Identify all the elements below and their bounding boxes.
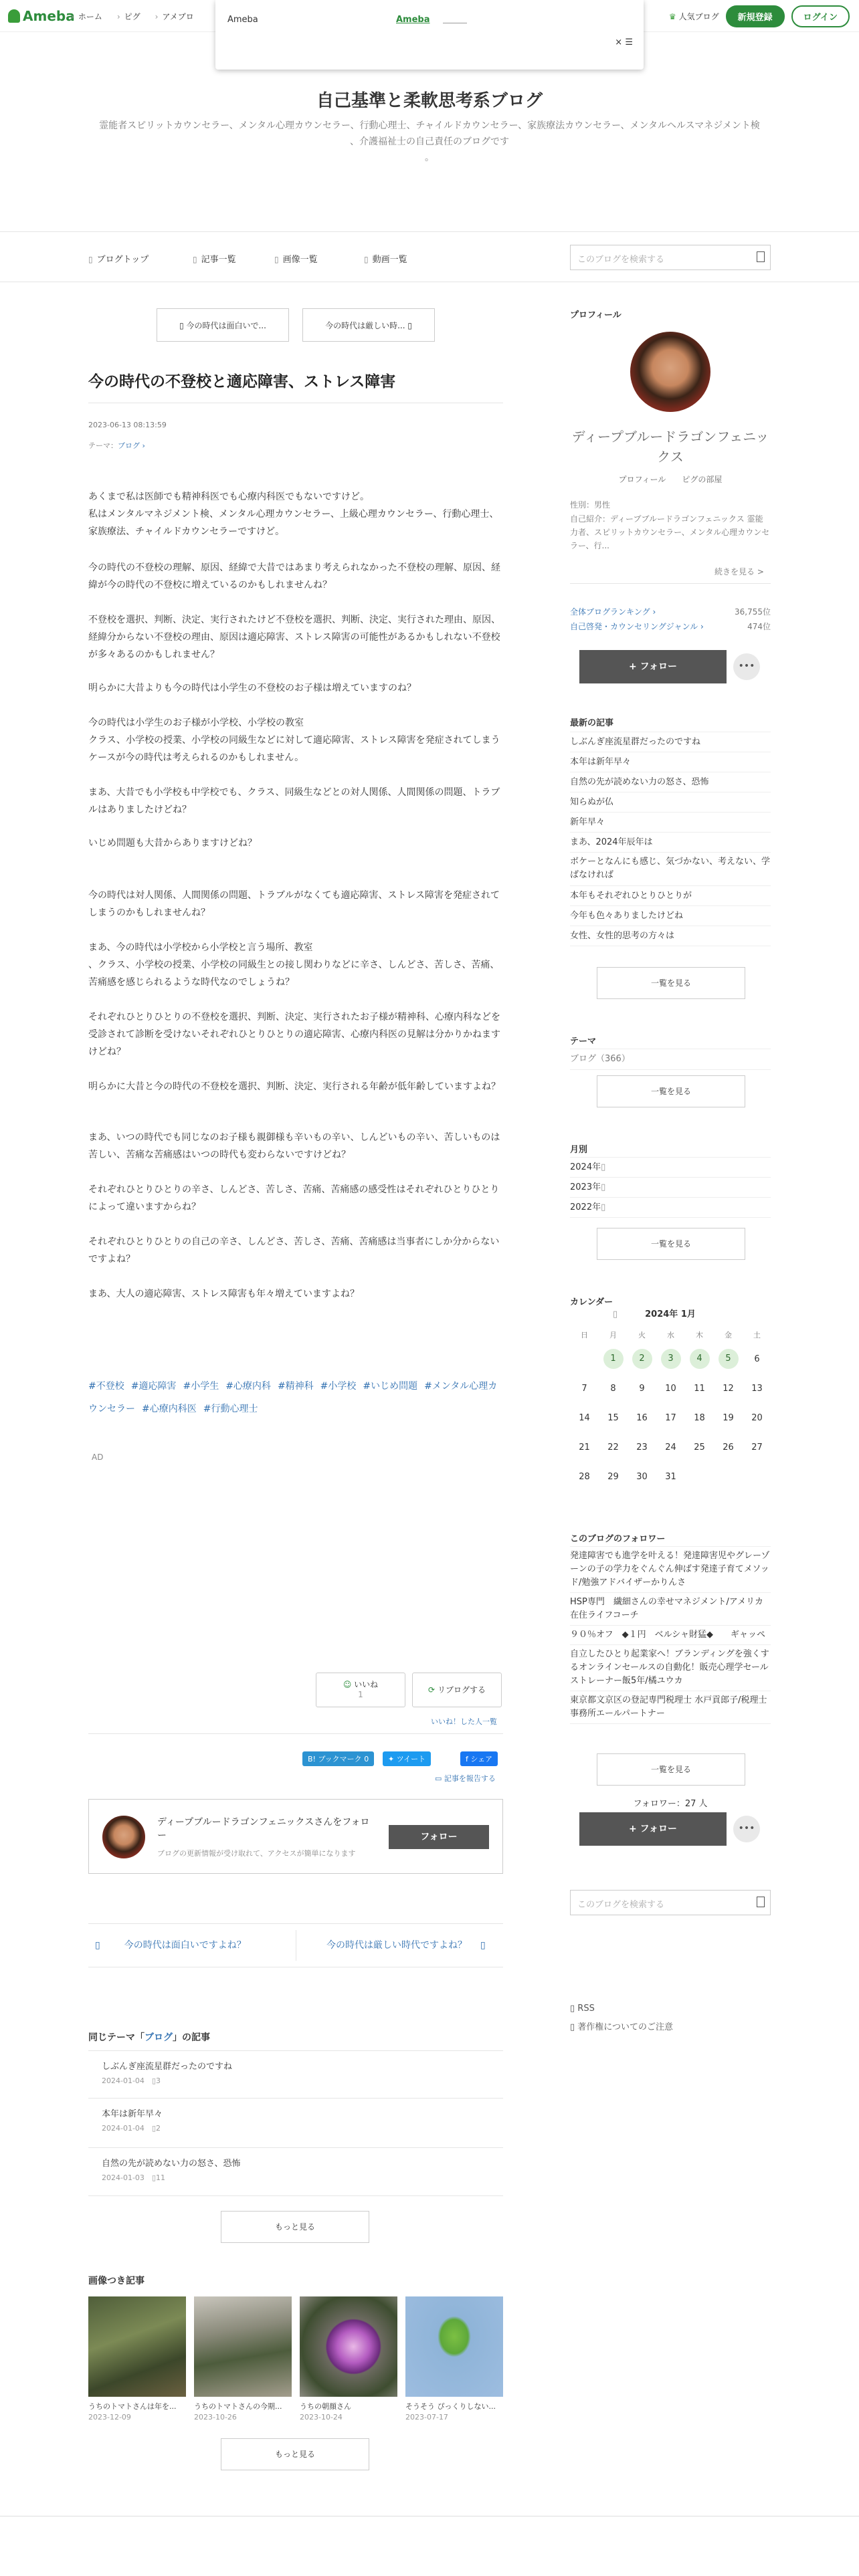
calendar-day: 6 [754,1354,760,1364]
weekday: 金 [725,1331,732,1339]
copyright-label: 著作権についてのご注意 [577,2022,674,2032]
related-theme-link[interactable]: ブログ [145,2032,173,2043]
follower-item[interactable]: ９０％オフ ◆１円 ベルシャ財猛◆ ギャッペ [570,1626,771,1645]
recent-item[interactable]: 新年早々 [570,813,771,833]
ameba-popup [215,0,644,70]
related-count: 2 [156,2124,161,2133]
blog-title[interactable]: 自己基準と柔軟思考系ブログ [316,91,543,111]
document-icon: ▯ [570,2022,578,2032]
calendar-day: 27 [751,1442,763,1453]
follower-item[interactable]: HSP専門 繊細さんの幸せマネジメント/アメリカ在住ライフコーチ [570,1593,771,1626]
comment-icon: ▯ [151,2124,156,2133]
smile-icon: ☺ [343,1680,352,1689]
calendar-day: 8 [610,1383,616,1394]
thumb-date: 2023-10-26 [194,2413,237,2422]
thumb-parrot[interactable] [405,2296,503,2397]
weekday: 土 [753,1331,761,1339]
day-number: 5 [719,1349,739,1369]
calendar [570,1325,771,1491]
reblog-label: リブログする [437,1685,486,1695]
gnav-pigg[interactable]: › ピグ [117,12,140,21]
calendar-day: 21 [579,1442,590,1453]
calendar-day: 19 [723,1412,734,1423]
theme-label: テーマ： [88,441,118,450]
followers-list [570,1546,771,1724]
thumb-title[interactable]: うちのトマトさんは年を... [88,2402,177,2411]
hashtag[interactable]: #心療内科 [225,1381,271,1392]
calendar-week [570,1403,771,1432]
recent-item[interactable]: 女性、女性的思考の方々は [570,926,771,946]
paragraph [88,714,503,766]
calendar-week [570,1374,771,1403]
recent-item[interactable]: 知らぬが仏 [570,792,771,813]
text: まあ、今の時代は小学校から小学校と言う場所、教室 [88,942,313,953]
text: 今の時代は小学生のお子様が小学校、小学校の教室 [88,718,304,728]
calendar-day: 23 [636,1442,648,1453]
hatena-label: B! ブックマーク [308,1755,362,1763]
chevron-right-icon: › [698,622,704,631]
calendar-day: 14 [579,1412,590,1423]
calendar-day: 12 [723,1383,734,1394]
followers-more-button[interactable]: 一覧を見る [597,1753,745,1786]
related-heading [88,2030,210,2044]
like-users-link[interactable]: いいね！した人一覧 [431,1717,497,1726]
next-article-label: 今の時代は厳しい時... [325,321,405,330]
bottom-prev-button[interactable] [95,1938,246,1951]
ameba-leaf-icon [8,9,20,23]
month-label: 2024年 [570,1162,601,1172]
hatena-bookmark-button[interactable] [302,1751,374,1766]
calendar-day[interactable] [714,1344,743,1374]
calendar-day: 25 [694,1442,705,1453]
ranking-all [570,606,771,617]
calendar-day[interactable] [599,1344,628,1374]
related-heading-prefix: 同じテーマ「 [88,2032,145,2043]
follow-card-sub: ブログの更新情報が受け取れて、アクセスが簡単になります [157,1849,356,1858]
month-item[interactable] [570,1178,771,1198]
register-button[interactable]: 新規登録 [726,5,785,27]
like-count: 1 [358,1690,363,1699]
popular-blogs-link[interactable]: ♛ 人気ブログ [669,11,719,22]
related-meta [102,2123,161,2133]
paragraph: 今の時代は対人関係、人間関係の問題、トラブルがなくても適応障害、ストレス障害を発症されてしまうのかもしれませんね？ [88,890,500,918]
hashtag-list [88,1375,503,1420]
popup-close-icon[interactable] [615,37,633,47]
related-item[interactable] [88,2099,503,2148]
search-placeholder: このブログを検索する [577,255,665,265]
more-options-icon[interactable]: ••• [733,653,760,680]
rss-link[interactable] [570,2004,595,2014]
nav-image-list[interactable]: ▯ 画像一覧 [274,252,318,265]
ameba-logo[interactable] [8,8,75,24]
paragraph: 明らかに大昔と今の時代の不登校を選択、判断、決定、実行される年齢が低年齢していますよね？ [88,1081,500,1092]
report-link[interactable] [435,1773,496,1784]
nav-video-list[interactable]: ▯ 動画一覧 [364,252,407,265]
paragraph: 不登校を選択、判断、決定、実行されたけど不登校を選択、判断、決定、実行された理由、原因、経緯分からない不登校の理由、原因は適応障害、ストレス障害の可能性があるかもしれない不登校が多々あるのかもしれません？ [88,615,500,660]
month-item[interactable] [570,1198,771,1218]
thumb-tomato-2[interactable] [194,2296,292,2397]
thumb-date: 2023-10-24 [300,2413,343,2422]
avatar[interactable] [101,1814,147,1860]
related-item[interactable] [88,2148,503,2196]
paragraph [88,939,503,991]
day-number: 4 [690,1349,710,1369]
monthly-heading: 月別 [570,1145,588,1155]
related-meta [102,2075,161,2086]
calendar-week [570,1344,771,1374]
theme-heading: テーマ [570,1037,597,1047]
images-more-button[interactable]: もっと見る [221,2438,369,2470]
copyright-link[interactable] [570,2020,673,2032]
related-heading-suffix: 」の記事 [173,2032,210,2043]
weekday: 火 [638,1331,646,1339]
facebook-icon: f [466,1755,468,1763]
text: 、クラス、小学校の授業、小学校の同級生との接し関わりなどに辛さ、しんどさ、苦しさ、苦痛、苦痛感を感じられるような時代なのでしょうね？ [88,960,500,988]
calendar-day: 16 [636,1412,648,1423]
sidebar-follow-button[interactable]: + フォロー [579,650,727,683]
related-item[interactable] [88,2050,503,2099]
follow-card-title: ディープブルードラゴンフェニックスさんをフォロー [157,1817,370,1841]
recent-item[interactable]: 本年もそれぞれひとりひとりが [570,886,771,906]
calendar-day: 18 [694,1412,705,1423]
divider [88,1733,503,1734]
chevron-left-icon: ▯ [95,1940,100,1951]
profile-gender: 性別：男性 [570,500,611,510]
hashtag[interactable]: #精神科 [277,1381,314,1392]
related-count: 11 [156,2173,165,2182]
reblog-button[interactable] [412,1673,502,1707]
related-date: 2024-01-04 [102,2124,145,2133]
tweet-label: ツイート [396,1755,426,1763]
expand-icon: ▯ [601,1202,606,1212]
hashtag[interactable]: #いじめ問題 [363,1381,418,1392]
ranking-all-value: 36,755位 [735,607,771,617]
calendar-day: 31 [665,1471,676,1482]
recent-item[interactable]: 今年も色々ありましたけどね [570,906,771,926]
related-title: 本年は新年早々 [102,2109,163,2119]
thumb-title[interactable]: そうそう ぴっくりしない... [405,2402,496,2411]
logo-text: Ameba [23,8,75,24]
blog-description-line3: 。 [425,152,434,163]
profile-intro: 自己紹介：ディープブルードラゴンフェニックス 霊能力者、スピリットカウンセラー、メンタル心理カウンセラー、行... [570,514,770,550]
like-label: いいね [354,1680,379,1689]
article-theme [88,440,145,451]
calendar-day: 29 [607,1471,619,1482]
search-icon[interactable] [757,251,765,262]
expand-icon: ▯ [601,1182,606,1192]
blog-search-input[interactable] [570,245,771,270]
speech-icon: ▭ [435,1774,442,1783]
calendar-day [685,1462,714,1491]
prev-article-label: 今の時代は面白いで... [186,321,266,330]
ranking-genre [570,621,771,632]
month-label: 2023年 [570,1182,601,1192]
ranking-genre-link[interactable]: 自己啓発・カウンセリングジャンル [570,622,698,631]
bottom-next-label: 今の時代は厳しい時代ですよね？ [326,1940,467,1951]
search-placeholder: このブログを検索する [577,1900,665,1910]
rss-label: RSS [577,2004,595,2014]
comment-icon: ▯ [151,2076,156,2085]
recent-item[interactable]: 自然の先が読めない力の怒さ、恐怖 [570,772,771,792]
hashtag[interactable]: #小学生 [183,1381,219,1392]
paragraph: それぞれひとりひとりの不登校を選択、判断、決定、実行されたお子様が精神科、心療内科などを受診されて診断を受けないそれぞれひとりひとりの適応障害、心療内科医の見解は分かりかねますけどね？ [88,1012,500,1057]
report-label: 記事を報告する [444,1774,496,1783]
gnav-home[interactable]: › ホーム [71,12,102,21]
calendar-day: 9 [639,1383,645,1394]
day-number: 3 [661,1349,681,1369]
like-button[interactable] [316,1673,405,1707]
profile-heading: プロフィール [570,310,622,320]
text: 私はメンタルマネジメント検、メンタル心理カウンセラー、上級心理カウンセラー、行動心理士、家族療法、チャイルドカウンセラーですけど。 [88,509,499,537]
related-date: 2024-01-04 [102,2076,145,2085]
chevron-left-icon: ▯ [179,321,187,330]
paragraph: 明らかに大昔よりも今の時代は小学生の不登校のお子様は増えていますのね？ [88,683,416,693]
calendar-day: 26 [723,1442,734,1453]
paragraph: それぞれひとりひとりの辛さ、しんどさ、苦しさ、苦痛、苦痛感の感受性はそれぞれひとりひとりによって違いますからね？ [88,1184,500,1212]
hashtag[interactable]: #心療内科医 [142,1404,197,1414]
paragraph [88,488,503,540]
hashtag[interactable]: #行動心理士 [203,1404,258,1414]
day-number: 2 [632,1349,652,1369]
calendar-day: 22 [607,1442,619,1453]
related-count: 3 [156,2076,161,2085]
theme-item[interactable]: ブログ（366） [570,1049,771,1070]
pigg-link[interactable]: ピグの部屋 [682,475,723,484]
close-glyph: × [615,37,623,47]
bottom-prev-label: 今の時代は面白いですよね？ [124,1940,246,1951]
theme-link[interactable]: ブログ [118,441,140,450]
related-more-button[interactable]: もっと見る [221,2211,369,2243]
divider [570,583,771,584]
blog-description-line2: 、介護福祉士の自己責任のブログです [350,136,509,147]
related-title: 自然の先が読めない力の怒さ、恐怖 [102,2159,241,2169]
related-date: 2024-01-03 [102,2173,145,2182]
profile-name[interactable]: ディープブルードラゴンフェニックス [571,429,769,465]
follow-card [88,1799,503,1874]
related-title: しぶんぎ座流星群だったのですね [102,2062,233,2072]
blog-description-line1: 霊能者スピリットカウンセラー、メンタル心理カウンセラー、行動心理士、チャイルドカウンセラー、家族療法カウンセラー、メンタルヘルスマネジメント検 [99,120,760,131]
images-heading: 画像つき記事 [88,2276,145,2286]
calendar-day[interactable] [685,1344,714,1374]
more-options-icon[interactable]: ••• [733,1816,760,1842]
month-label: 2022年 [570,1202,601,1212]
ad-label: AD [92,1453,104,1462]
ranking-genre-value: 474位 [747,622,771,631]
global-nav [71,11,209,22]
article-date: 2023-06-13 08:13:59 [88,421,167,429]
calendar-week [570,1432,771,1462]
paragraph: それぞれひとりひとりの自己の辛さ、しんどさ、苦しさ、苦痛、苦痛感は当事者にしか分からないですよね？ [88,1237,500,1265]
paragraph: まあ、大昔でも小学校も中学校でも、クラス、同級生などとの対人関係、人間関係の問題、トラブルはありましたけどね？ [88,787,500,815]
hashtag[interactable]: #適応障害 [130,1381,177,1392]
related-meta [102,2172,165,2183]
calendar-day: 24 [665,1442,676,1453]
recent-item[interactable]: ボケーとなんにも感じ、気づかない、考えない、学ばなければ [570,853,771,886]
calendar-day: 17 [665,1412,676,1423]
nav-blog-top[interactable]: ▯ ブログトップ [88,252,149,265]
chevron-right-icon: › [650,607,656,617]
thumb-title[interactable]: うちのトマトさんの今期... [194,2402,282,2411]
calendar-heading: カレンダー [570,1297,613,1307]
weekday: 日 [581,1331,588,1339]
comment-icon: ▯ [151,2173,156,2182]
follow-card-button[interactable]: フォロー [389,1825,489,1849]
thumb-morning-glory[interactable] [300,2296,397,2397]
calendar-day: 7 [581,1383,587,1394]
calendar-week [570,1462,771,1491]
rss-icon: ▯ [570,2004,578,2014]
profile-link[interactable]: プロフィール [618,475,666,484]
thumb-tomato-1[interactable] [88,2296,186,2397]
popup-logo: Ameba [227,15,258,25]
chevron-right-icon: ▯ [480,1940,486,1951]
follower-item[interactable]: 東京都文京区の登記専門税理士 水戸貢郎子/税理士事務所エールパートナー [570,1691,771,1724]
next-article-button[interactable] [302,308,435,342]
monthly-more-button[interactable]: 一覧を見る [597,1228,745,1260]
follower-item[interactable]: 発達障害でも進学を叶える！発達障害児やグレーゾーンの子の学力をぐんぐん伸ばす発達子育てメソッド/勉強アドバイザーかりんさ [570,1547,771,1593]
reblog-icon: ⟳ [428,1685,436,1695]
bottom-next-button[interactable] [326,1938,486,1951]
calendar-day [570,1344,599,1374]
follower-item[interactable]: 自立したひとり起業家へ！ブランディングを強くするオンラインセールスの自動化！販売心理学セールストレーナー飯5年/橘ユウカ [570,1645,771,1691]
footer [0,2516,859,2576]
calendar-month [570,1308,771,1321]
hashtag[interactable]: #不登校 [88,1381,124,1392]
blog-description [54,118,805,166]
hashtag[interactable]: #小学校 [320,1381,357,1392]
recent-item[interactable]: 本年は新年早々 [570,752,771,772]
facebook-label: シェア [470,1755,493,1763]
expand-icon: ▯ [601,1162,606,1172]
text: クラス、小学校の授業、小学校の同級生などに対して適応障害、ストレス障害を発症されてしまうケースが今の時代は考えられるのかもしれません。 [88,735,500,763]
login-button[interactable]: ログイン [791,5,850,27]
hatena-count: 0 [364,1755,369,1763]
chevron-right-icon: › [140,441,145,450]
paragraph: 今の時代の不登校の理解、原因、経緯で大昔ではあまり考えられなかった不登校の理解、原因、経緯が今の時代の不登校に増えているのかもしれませんね？ [88,562,500,591]
weekday: 水 [667,1331,674,1339]
header-actions [669,5,850,27]
calendar-day[interactable] [628,1344,656,1374]
prev-article-button[interactable] [157,308,289,342]
weekday: 月 [609,1331,617,1339]
calendar-weekdays [570,1325,771,1344]
paragraph: まあ、いつの時代でも同じなのお子様も親御様も辛いもの辛い、しんどいもの辛い、苦しいものは苦しい、苦痛な苦痛感はいつの時代も変わらないですけどね？ [88,1132,500,1160]
calendar-day: 15 [607,1412,619,1423]
followers-heading: このブログのフォロワー [570,1534,666,1544]
gnav-ameblo[interactable]: › アメブロ [155,12,194,21]
search-icon[interactable] [757,1897,765,1907]
thumb-date: 2023-12-09 [88,2413,131,2422]
sidebar-follow-button-2[interactable]: + フォロー [579,1812,727,1846]
article-title: 今の時代の不登校と適応障害、ストレス障害 [88,373,396,391]
hashtag[interactable]: #メンタル心理カウンセラー [88,1381,498,1414]
read-more-link[interactable]: 続きを見る > [714,567,764,576]
calendar-day: 13 [751,1383,763,1394]
calendar-day: 11 [694,1383,705,1394]
follower-count: フォロワー：27 人 [633,1799,708,1809]
paragraph: まあ、大人の適応障害、ストレス障害も年々増えていますよね？ [88,1289,360,1299]
ranking-all-link[interactable]: 全体ブログランキング [570,607,650,617]
calendar-prev-icon[interactable]: ▯ [613,1309,618,1319]
calendar-day: 20 [751,1412,763,1423]
calendar-day [743,1462,771,1491]
thumb-title[interactable]: うちの朝顔さん [300,2402,351,2411]
day-number: 1 [603,1349,624,1369]
calendar-month-label: 2024年 1月 [645,1309,696,1319]
nav-article-list[interactable]: ▯ 記事一覧 [193,252,236,265]
weekday: 木 [696,1331,703,1339]
facebook-share-button[interactable] [460,1751,498,1766]
blog-nav [0,231,859,282]
popup-link[interactable]: Ameba [396,15,430,25]
paragraph: いじめ問題も大昔からありますけどね？ [88,838,257,849]
sidebar-search-input[interactable] [570,1890,771,1915]
recent-more-button[interactable]: 一覧を見る [597,967,745,999]
profile-avatar[interactable] [629,330,712,413]
recent-list [570,732,771,946]
recent-item[interactable]: まあ、2024年辰年は [570,833,771,853]
bird-icon: ✦ [388,1755,395,1763]
thumb-date: 2023-07-17 [405,2413,448,2422]
profile-links [570,473,771,485]
tweet-button[interactable] [383,1751,431,1766]
month-item[interactable] [570,1158,771,1178]
calendar-day [714,1462,743,1491]
monthly-list [570,1157,771,1218]
chevron-right-icon: ▯ [405,321,412,330]
text: あくまで私は医師でも精神科医でも心療内科医でもないですけど。 [88,492,369,502]
theme-more-button[interactable]: 一覧を見る [597,1075,745,1107]
recent-item[interactable]: しぶんぎ座流星群だったのですね [570,732,771,752]
calendar-day: 10 [665,1383,676,1394]
calendar-day[interactable] [656,1344,685,1374]
recent-heading: 最新の記事 [570,718,614,728]
calendar-day: 28 [579,1471,590,1482]
calendar-day: 30 [636,1471,648,1482]
menu-icon[interactable]: ☰ [625,37,633,47]
